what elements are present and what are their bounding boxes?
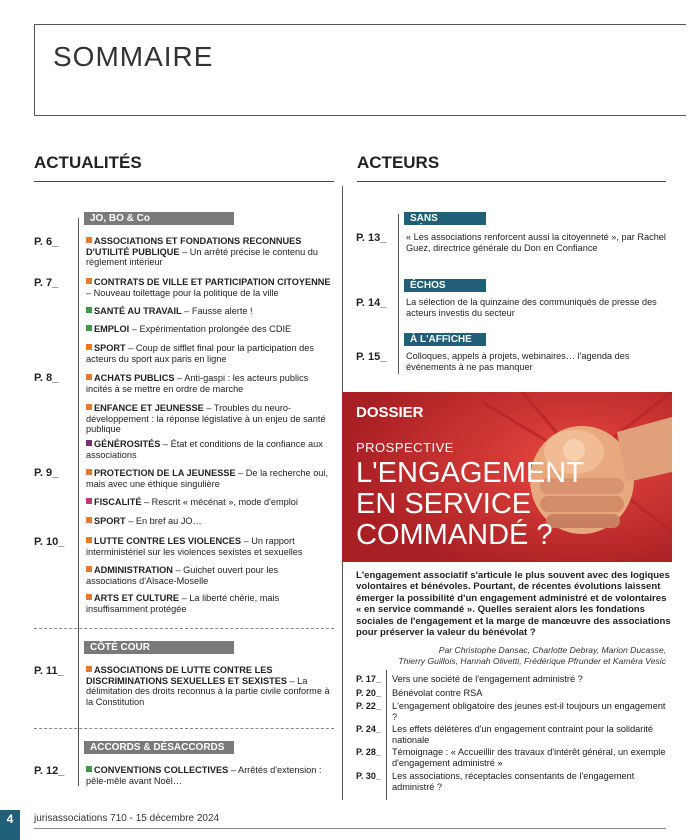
orange-square-icon — [86, 374, 92, 380]
section-sans-detour: SANS DÉTOUR — [404, 212, 486, 225]
page-number: P. 22_ — [356, 701, 381, 711]
orange-square-icon — [86, 666, 92, 672]
toc-entry-conventions[interactable]: CONVENTIONS COLLECTIVES – Arrêtés d'extension : pêle-mêle avant Noël… — [86, 765, 322, 786]
orange-square-icon — [86, 594, 92, 600]
page-number: P. 30_ — [356, 771, 381, 781]
dossier-item[interactable]: Les associations, réceptacles consentants de l'engagement administré ? — [392, 771, 635, 792]
toc-entry-sport[interactable]: SPORT – Coup de sifflet final pour la participation des acteurs du sport aux paris en ligne — [86, 343, 314, 364]
purple-square-icon — [86, 440, 92, 446]
toc-entry-generosites[interactable]: GÉNÉROSITÉS – État et conditions de la confiance aux associations — [86, 439, 323, 460]
page-number: P. 9_ — [34, 467, 59, 479]
dossier-item[interactable]: Témoignage : « Accueillir des travaux d'intérêt général, un exemple d'engagement administré » — [392, 747, 666, 768]
acteurs-heading: ACTEURS — [357, 153, 440, 172]
section-echos: ÉCHOS — [404, 279, 486, 292]
section-jo-bo: JO, BO & Co — [84, 212, 234, 225]
toc-entry-echos[interactable]: La sélection de la quinzaine des communiqués de presse des acteurs investis du secteur — [406, 297, 657, 318]
actualites-underline — [34, 181, 334, 182]
page-number: P. 28_ — [356, 747, 381, 757]
acteurs-underline — [357, 181, 666, 182]
toc-entry-interview[interactable]: « Les associations renforcent aussi la citoyenneté », par Rachel Guez, directrice générale du Don en Confiance — [406, 232, 666, 253]
dossier-title: L'ENGAGEMENT EN SERVICE COMMANDÉ ? — [356, 457, 584, 551]
dossier-page-divider — [386, 670, 387, 800]
dossier-kicker: PROSPECTIVE — [356, 440, 454, 455]
page-number: P. 13_ — [356, 232, 387, 244]
toc-entry-sport-jo[interactable]: SPORT – En bref au JO… — [86, 516, 330, 527]
dossier-byline: Par Christophe Dansac, Charlotte Debray, Marion Ducasse, Thierry Guillois, Hannah Olivetti, Frédérique Pfrunder et Kaméra Vesic — [398, 645, 666, 666]
dossier-item[interactable]: L'engagement obligatoire des jeunes est-il toujours un engagement ? — [392, 701, 666, 722]
toc-entry-emploi[interactable]: EMPLOI – Expérimentation prolongée des CDIE — [86, 324, 330, 335]
section-separator — [34, 728, 334, 729]
page-number: P. 10_ — [34, 536, 65, 548]
green-square-icon — [86, 766, 92, 772]
left-page-divider — [78, 218, 79, 786]
toc-entry-contrats[interactable]: CONTRATS DE VILLE ET PARTICIPATION CITOYENNE – Nouveau toilettage pour la politique de la ville — [86, 277, 331, 298]
toc-entry-protection[interactable]: PROTECTION DE LA JEUNESSE – De la recherche oui, mais avec une éthique singulière — [86, 468, 329, 489]
section-cote-cour: CÔTÉ COUR — [84, 641, 234, 654]
orange-square-icon — [86, 537, 92, 543]
page-number: P. 7_ — [34, 277, 59, 289]
toc-entry-affiche[interactable]: Colloques, appels à projets, webinaires… l'agenda des événements à ne pas manquer — [406, 351, 630, 372]
toc-entry-discriminations[interactable]: ASSOCIATIONS DE LUTTE CONTRE LES DISCRIMINATIONS SEXUELLES ET SEXISTES – La délimitation des droits reconnus à la partie civile conforme à la Constitution — [86, 665, 330, 707]
toc-entry-administration[interactable]: ADMINISTRATION – Guichet ouvert pour les associations d'Alsace-Moselle — [86, 565, 279, 586]
page-number: P. 6_ — [34, 236, 59, 248]
dossier-intro: L'engagement associatif s'articule le plus souvent avec des logiques volontaires et bénévoles. Pourtant, de récentes évolutions laissent émerger la possibilité d'un engagement administré et de volontaires « en service commandé ». Quelles seraient alors les fondations sociales de l'engagement et la marge de manœuvre des associations pour préserver la valeur du bénévolat ? — [356, 570, 671, 639]
right-page-divider — [398, 214, 399, 374]
footer-rule — [34, 828, 666, 829]
orange-square-icon — [86, 566, 92, 572]
page-number: P. 15_ — [356, 351, 387, 363]
pink-square-icon — [86, 498, 92, 504]
footer-brand: jurisassociations — [34, 813, 108, 824]
orange-square-icon — [86, 278, 92, 284]
page-number: P. 14_ — [356, 297, 387, 309]
page-number: P. 12_ — [34, 765, 65, 777]
toc-entry-sante[interactable]: SANTÉ AU TRAVAIL – Fausse alerte ! — [86, 306, 330, 317]
toc-entry-fiscalite[interactable]: FISCALITÉ – Rescrit « mécénat », mode d'emploi — [86, 497, 330, 508]
page-number: P. 8_ — [34, 372, 59, 384]
dossier-item[interactable]: Vers une société de l'engagement administré ? — [392, 674, 583, 684]
dossier-label: DOSSIER — [356, 404, 424, 421]
actualites-heading: ACTUALITÉS — [34, 153, 142, 172]
dossier-item[interactable]: Bénévolat contre RSA — [392, 688, 483, 698]
orange-square-icon — [86, 404, 92, 410]
orange-square-icon — [86, 517, 92, 523]
green-square-icon — [86, 325, 92, 331]
toc-entry-violences[interactable]: LUTTE CONTRE LES VIOLENCES – Un rapport interministériel sur les violences sexistes et sexuelles — [86, 536, 303, 557]
toc-entry-achats[interactable]: ACHATS PUBLICS – Anti-gaspi : les acteurs publics incités à se mettre en ordre de marche — [86, 373, 309, 394]
page-number: P. 20_ — [356, 688, 381, 698]
section-accords: ACCORDS & DÉSACCORDS — [84, 741, 234, 754]
orange-square-icon — [86, 237, 92, 243]
section-separator — [34, 628, 334, 629]
page-number: P. 24_ — [356, 724, 381, 734]
title-box — [34, 24, 686, 116]
toc-entry-arts[interactable]: ARTS ET CULTURE – La liberté chérie, mais insuffisamment protégée — [86, 593, 280, 614]
page-number: P. 17_ — [356, 674, 381, 684]
orange-square-icon — [86, 344, 92, 350]
dossier-item[interactable]: Les effets délétères d'un engagement contraint pour la solidarité nationale — [392, 724, 654, 745]
toc-entry-aup[interactable]: ASSOCIATIONS ET FONDATIONS RECONNUES D'UTILITÉ PUBLIQUE – Un arrêté précise le contenu du règlement intérieur — [86, 236, 318, 267]
page-title: SOMMAIRE — [53, 41, 214, 72]
orange-square-icon — [86, 469, 92, 475]
section-affiche: À L'AFFICHE — [404, 333, 486, 346]
dossier-banner[interactable] — [342, 392, 672, 562]
toc-entry-enfance[interactable]: ENFANCE ET JEUNESSE – Troubles du neuro-développement : la réponse législative à un enjeu de santé publique — [86, 403, 326, 434]
page-number: P. 11_ — [34, 665, 64, 677]
green-square-icon — [86, 307, 92, 313]
footer-page-number: 4 — [0, 810, 20, 840]
footer-issue: jurisassociations 710 - 15 décembre 2024 — [34, 813, 220, 824]
